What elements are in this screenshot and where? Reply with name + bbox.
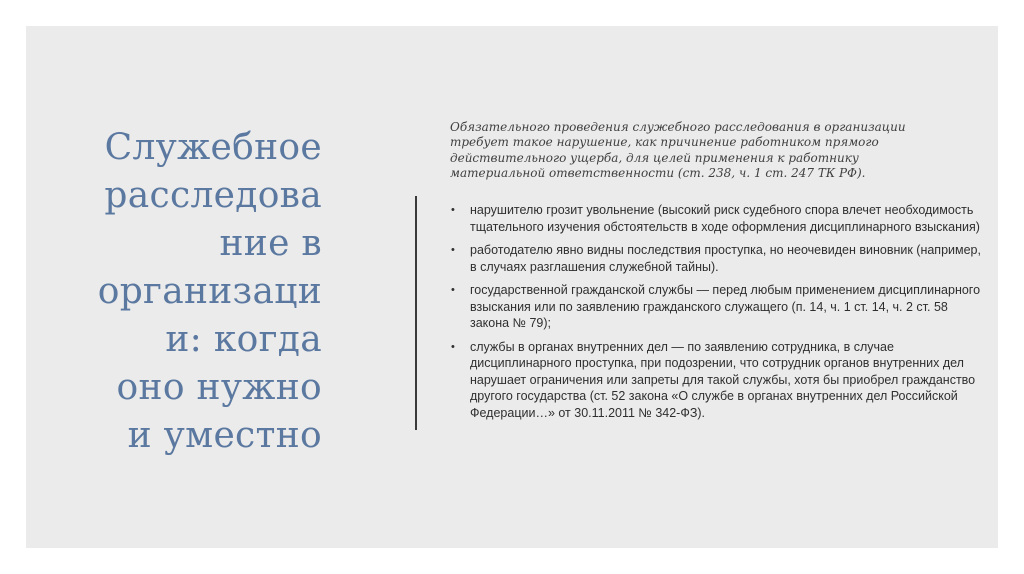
bullet-text: нарушителю грозит увольнение (высокий риск судебного спора влечет необходимость тщательного изучения обстоятельств в ходе оформления дисциплинарного взыскания) (470, 203, 980, 234)
bullet-icon: • (451, 244, 455, 256)
bullet-icon: • (451, 204, 455, 216)
list-item (450, 242, 990, 275)
list-item (450, 339, 990, 422)
bullet-list (450, 202, 990, 428)
bullet-icon: • (451, 340, 455, 353)
list-item (450, 282, 990, 332)
bullet-icon: • (451, 284, 455, 296)
bullet-text: государственной гражданской службы — перед любым применением дисциплинарного взыскания или по заявлению гражданского служащего (п. 14, ч. 1 ст. 14, ч. 2 ст. 58 закона № 79); (470, 283, 981, 330)
list-item (450, 202, 990, 235)
bullet-text: работодателю явно видны последствия проступка, но неочевиден виновник (например, в случаях разглашения служебной тайны). (470, 243, 981, 274)
intro-paragraph: Обязательного проведения служебного расследования в организации требует такое нарушение, как причинение работником прямого действительного ущерба, для целей применения к работнику материальной ответственности (ст. 238, ч. 1 ст. 247 ТК РФ). (450, 120, 906, 180)
vertical-divider (415, 196, 417, 430)
slide (26, 26, 998, 548)
slide-title: Служебное расследова ние в организаци и: когда оно нужно и уместно (97, 127, 322, 456)
bullet-text: службы в органах внутренних дел — по заявлению сотрудника, в случае дисциплинарного проступка, при подозрении, что сотрудник органов внутренних дел нарушает ограничения или запреты для такой службы, хотя бы приобрел гражданство другого государства (ст. 52 закона «О службе в органах внутренних дел Российской Федерации…» от 30.11.2011 № 342-ФЗ). (470, 339, 976, 420)
